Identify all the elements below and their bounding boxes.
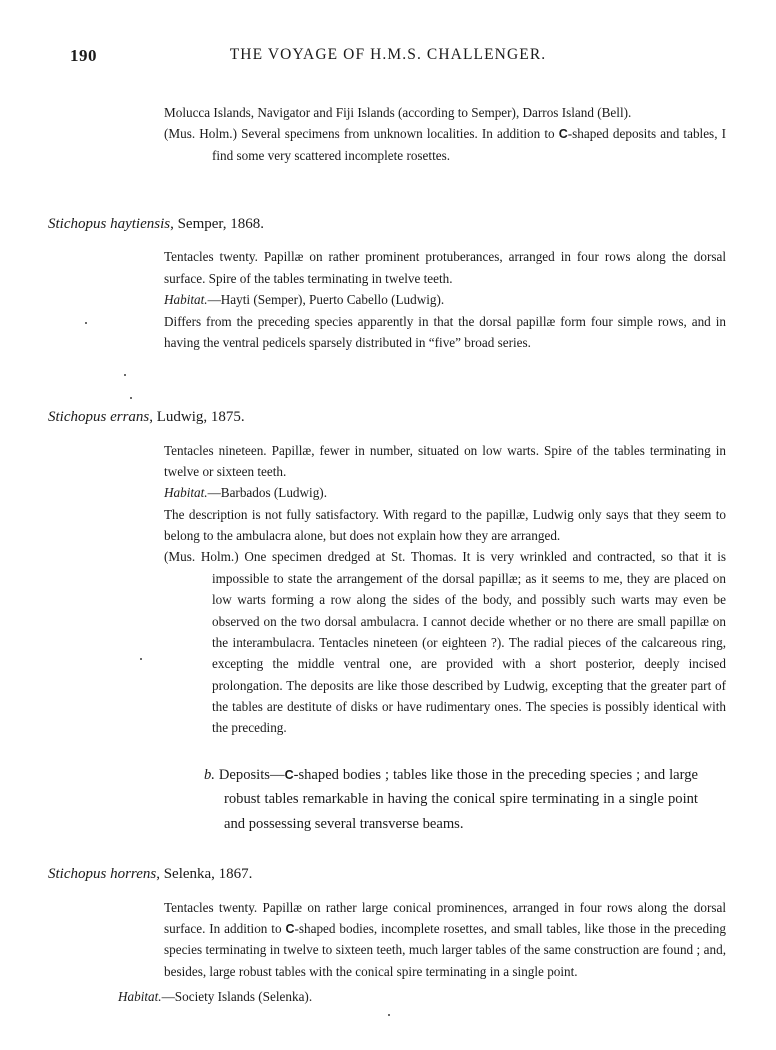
page-speck <box>140 658 142 660</box>
paragraph-deposits-b <box>204 763 698 837</box>
paragraph-remark-1: Differs from the preceding species apparently in that the dorsal papillæ form four simple rows, and in having the ventral pedicels sparsely distributed in “five” broad series. <box>164 313 726 350</box>
mus-holm-prefix-1: (Mus. Holm.) <box>164 126 237 142</box>
page-body <box>44 102 732 1008</box>
list-label-b: b. <box>204 766 215 783</box>
paragraph-molucca: Molucca Islands, Navigator and Fiji Islands (according to Semper), Darros Island (Bell). <box>164 105 632 120</box>
species-heading-haytiensis <box>48 212 732 236</box>
paragraph-description-2: The description is not fully satisfactory. With regard to the papillæ, Ludwig only says that they seem to belong to the ambulacra alone, but does not explain how they are arranged. <box>164 506 726 544</box>
habitat-text-2: —Barbados (Ludwig). <box>207 485 327 501</box>
spacer <box>44 166 732 186</box>
mus-holm-text-2: One specimen dredged at St. Thomas. It is very wrinkled and contracted, so that it is impossible to state the arrangement of the dorsal papillæ; as it seems to me, they are placed on low warts forming a row along the sides of the body, and possibly such warts may even be observed on the two dorsal ambulacra. I cannot decide whether or no there are small papillæ on the interambulacra. Tentacles nineteen (or eighteen ?). The radial pieces of the calcareous ring, excepting the middle ventral one, are provided with a short posterior, deeply incised prolongation. The deposits are like those described by Ludwig, excepting that the greater part of the tables are destitute of disks or have rudimentary ones. The species is possibly identical with the preceding. <box>212 549 726 736</box>
page-number: 190 <box>70 46 97 65</box>
c-shape-glyph: C <box>558 127 568 142</box>
species-name: Stichopus errans <box>48 409 150 426</box>
page-speck <box>85 322 87 324</box>
page-speck <box>388 1014 390 1016</box>
paragraph-tentacles-3: Tentacles twenty. Papillæ on rather large conical prominences, arranged in four rows along the dorsal surface. In addition to C-shaped bodies, incomplete rosettes, and small tables, like those in the preceding species terminating in twelve to sixteen teeth, much larger tables of the same construction are found ; and, besides, large robust tables with the conical spire terminating in a single point. <box>164 899 726 979</box>
deposits-text: Deposits—C-shaped bodies ; tables like those in the preceding species ; and large robust tables remarkable in having the conical spire terminating in a single point and possessing several transverse beams. <box>214 766 698 832</box>
paragraph-mus-holm-1 <box>164 123 726 166</box>
paragraph-habitat-3 <box>118 986 732 1007</box>
species-name: Stichopus haytiensis <box>48 216 171 233</box>
habitat-label-1: Habitat. <box>164 292 208 308</box>
mus-holm-text-1: Several specimens from unknown localities. In addition to C-shaped deposits and tables, I find some very scattered incomplete rosettes. <box>212 126 727 163</box>
species-author: , Ludwig, 1875. <box>149 409 245 426</box>
c-shape-glyph: C <box>284 767 294 782</box>
spacer <box>44 353 732 379</box>
page-speck <box>130 397 132 399</box>
habitat-text-3: —Society Islands (Selenka). <box>161 989 313 1005</box>
species-author: , Selenka, 1867. <box>156 866 253 883</box>
mus-holm-prefix-2: (Mus. Holm.) <box>164 549 239 565</box>
page-header <box>44 40 732 80</box>
page-speck <box>124 374 126 376</box>
paragraph-tentacles-2: Tentacles nineteen. Papillæ, fewer in number, situated on low warts. Spire of the tables terminating in twelve or sixteen teeth. <box>164 442 726 479</box>
habitat-label-2: Habitat. <box>164 485 208 501</box>
paragraph-tentacles-1: Tentacles twenty. Papillæ on rather prominent protuberances, arranged in four rows along the dorsal surface. Spire of the tables terminating in twelve teeth. <box>164 249 726 286</box>
habitat-label-3: Habitat. <box>118 989 162 1005</box>
species-name: Stichopus horrens <box>48 866 157 883</box>
paragraph-mus-holm-2 <box>164 546 726 738</box>
paragraph-habitat-1 <box>164 289 726 310</box>
species-heading-horrens <box>48 862 732 886</box>
species-author: , Semper, 1868. <box>170 216 265 233</box>
species-heading-errans <box>48 405 732 429</box>
paragraph-habitat-2 <box>164 482 726 503</box>
c-shape-glyph: C <box>285 922 295 937</box>
running-head: THE VOYAGE OF H.M.S. CHALLENGER. <box>229 46 547 63</box>
habitat-text-1: —Hayti (Semper), Puerto Cabello (Ludwig). <box>207 292 445 308</box>
